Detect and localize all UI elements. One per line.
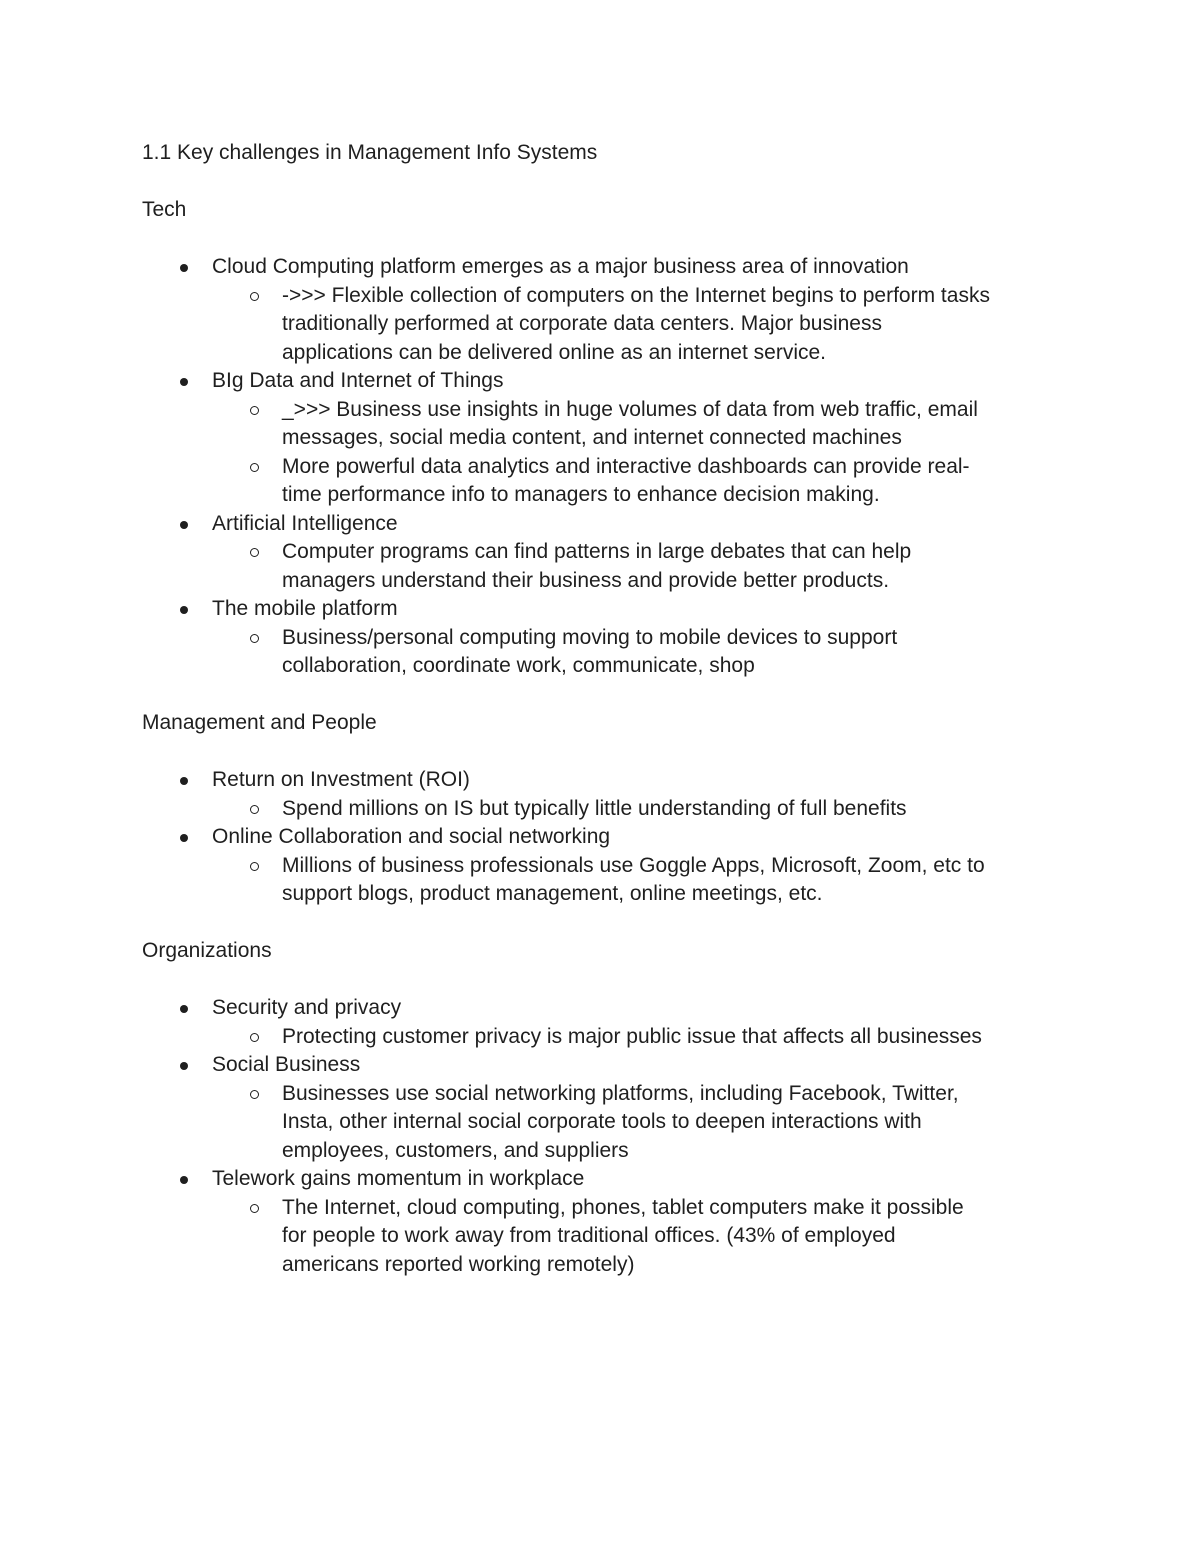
hollow-bullet-icon: [250, 805, 259, 814]
filled-bullet-icon: [180, 834, 188, 842]
sub-list-item-text: Protecting customer privacy is major public issue that affects all businesses: [282, 1024, 982, 1048]
list-item-text: Social Business: [212, 1053, 361, 1076]
filled-bullet-icon: [180, 606, 188, 614]
sub-list-item: [212, 1023, 992, 1052]
filled-bullet-icon: [180, 378, 188, 386]
document-body: [142, 139, 1062, 1308]
hollow-bullet-icon: [250, 548, 259, 557]
filled-bullet-icon: [180, 521, 188, 529]
sub-list-item: [212, 1080, 992, 1166]
section-heading: Tech: [142, 198, 187, 221]
sub-list-item-text: ->>> Flexible collection of computers on the Internet begins to perform tasks traditionally performed at corporate data centers. Major business applications can be delivered online as an internet service.: [282, 283, 990, 364]
sub-list-item-text: Business/personal computing moving to mobile devices to support collaboration, coordinate work, communicate, shop: [282, 625, 898, 677]
bullet-list: [142, 766, 1062, 909]
filled-bullet-icon: [180, 1176, 188, 1184]
sub-bullet-list: [212, 282, 1062, 368]
sub-list-item-text: More powerful data analytics and interactive dashboards can provide real-time performance info to managers to enhance decision making.: [282, 454, 970, 506]
hollow-bullet-icon: [250, 634, 259, 643]
sub-list-item-text: _>>> Business use insights in huge volumes of data from web traffic, email messages, social media content, and internet connected machines: [282, 397, 978, 449]
list-item-text: Artificial Intelligence: [212, 511, 398, 535]
section-management-and-people: [142, 709, 1062, 909]
sub-list-item: [212, 1194, 992, 1280]
bullet-list: [142, 253, 1062, 681]
sub-list-item: [212, 852, 992, 909]
section-organizations: [142, 937, 1062, 1279]
hollow-bullet-icon: [250, 1090, 259, 1099]
sub-list-item: [212, 282, 992, 368]
list-item-text: Telework gains momentum in workplace: [212, 1167, 585, 1190]
list-item-text: Return on Investment (ROI): [212, 768, 470, 791]
list-item: [142, 766, 1062, 823]
filled-bullet-icon: [180, 777, 188, 785]
section-heading: Management and People: [142, 711, 377, 734]
sub-list-item: [212, 624, 992, 681]
hollow-bullet-icon: [250, 463, 259, 472]
sub-list-item-text: Millions of business professionals use Goggle Apps, Microsoft, Zoom, etc to support blogs, product management, online meetings, etc.: [282, 853, 985, 905]
list-item: [142, 1051, 1062, 1165]
section-heading: Organizations: [142, 939, 272, 962]
list-item: [142, 510, 1062, 596]
list-item: [142, 1165, 1062, 1279]
filled-bullet-icon: [180, 1005, 188, 1013]
sub-list-item: [212, 538, 992, 595]
list-item-text: The mobile platform: [212, 597, 398, 620]
hollow-bullet-icon: [250, 862, 259, 871]
sub-bullet-list: [212, 1023, 1062, 1052]
hollow-bullet-icon: [250, 292, 259, 301]
list-item: [142, 595, 1062, 681]
sub-list-item-text: Spend millions on IS but typically little understanding of full benefits: [282, 796, 907, 820]
sub-list-item-text: Businesses use social networking platforms, including Facebook, Twitter, Insta, other internal social corporate tools to deepen interactions with employees, customers, and suppliers: [282, 1081, 959, 1162]
section-tech: [142, 196, 1062, 681]
list-item-text: BIg Data and Internet of Things: [212, 369, 504, 392]
sub-list-item: [212, 795, 992, 824]
sub-bullet-list: [212, 396, 1062, 510]
sub-bullet-list: [212, 795, 1062, 824]
sub-bullet-list: [212, 1194, 1062, 1280]
sub-list-item-text: The Internet, cloud computing, phones, tablet computers make it possible for people to work away from traditional offices. (43% of employed americans reported working remotely): [282, 1195, 964, 1276]
list-item: [142, 253, 1062, 367]
sub-list-item: [212, 396, 992, 453]
filled-bullet-icon: [180, 1062, 188, 1070]
list-item-text: Cloud Computing platform emerges as a major business area of innovation: [212, 255, 909, 278]
list-item-text: Security and privacy: [212, 996, 402, 1019]
sub-bullet-list: [212, 1080, 1062, 1166]
sub-bullet-list: [212, 538, 1062, 595]
list-item-text: Online Collaboration and social networking: [212, 825, 611, 848]
list-item: [142, 823, 1062, 909]
list-item: [142, 367, 1062, 510]
document-title: 1.1 Key challenges in Management Info Systems: [142, 141, 598, 164]
list-item: [142, 994, 1062, 1051]
sub-bullet-list: [212, 852, 1062, 909]
hollow-bullet-icon: [250, 1033, 259, 1042]
sub-bullet-list: [212, 624, 1062, 681]
hollow-bullet-icon: [250, 406, 259, 415]
filled-bullet-icon: [180, 264, 188, 272]
sub-list-item: [212, 453, 992, 510]
sub-list-item-text: Computer programs can find patterns in large debates that can help managers understand their business and provide better products.: [282, 540, 912, 592]
bullet-list: [142, 994, 1062, 1279]
hollow-bullet-icon: [250, 1204, 259, 1213]
